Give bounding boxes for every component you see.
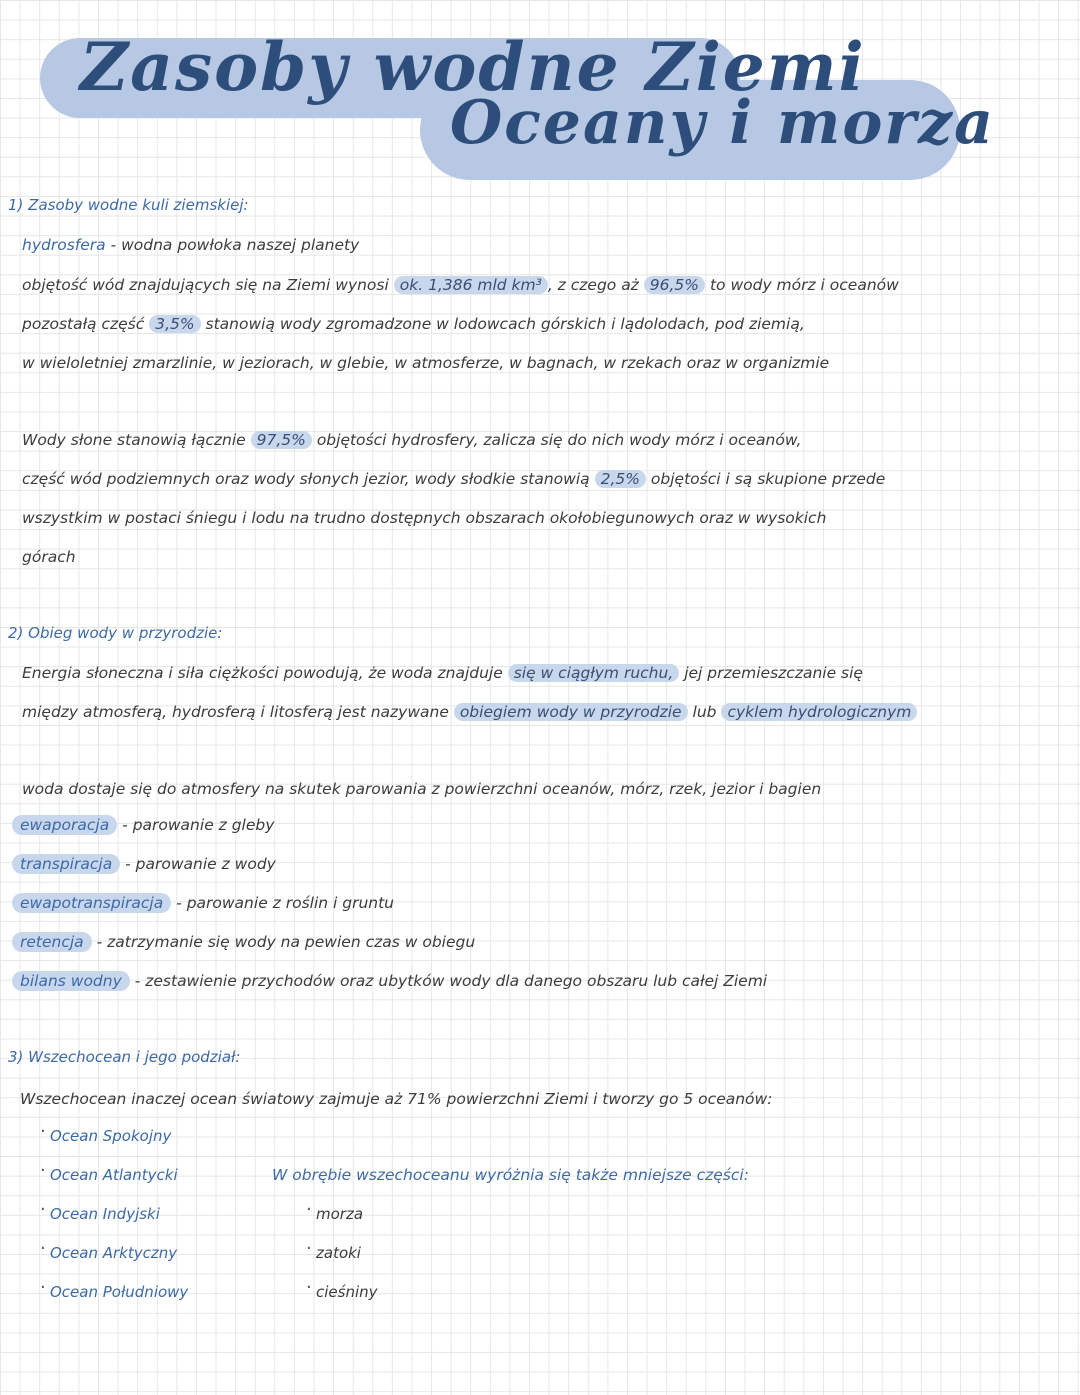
list-item-ocean: · Ocean Atlantycki: [50, 1166, 178, 1184]
section-1-heading: 1) Zasoby wodne kuli ziemskiej:: [8, 196, 249, 214]
term-transpiration: transpiracja - parowanie z wody: [12, 855, 276, 873]
hydrosphere-definition: hydrosfera - wodna powłoka naszej planety: [22, 236, 360, 254]
highlight-percent: 97,5%: [251, 431, 312, 449]
text-line: w wieloletniej zmarzlinie, w jeziorach, w glebie, w atmosferze, w bagnach, w rzekach oraz w organizmie: [22, 354, 830, 372]
list-item-ocean: · Ocean Indyjski: [50, 1205, 160, 1223]
highlight-percent: 96,5%: [644, 276, 705, 294]
list-item-part: · morza: [316, 1205, 363, 1223]
text-line: Wszechocean inaczej ocean światowy zajmuje aż 71% powierzchni Ziemi i tworzy go 5 oceanów:: [20, 1090, 773, 1108]
text-line: pozostałą część 3,5% stanowią wody zgromadzone w lodowcach górskich i lądolodach, pod ziemią,: [22, 315, 805, 333]
list-item-part: · zatoki: [316, 1244, 361, 1262]
section-3-heading: 3) Wszechocean i jego podział:: [8, 1048, 241, 1066]
highlight-volume: ok. 1,386 mld km³: [394, 276, 548, 294]
text-line: woda dostaje się do atmosfery na skutek parowania z powierzchni oceanów, mórz, rzek, jezior i bagien: [22, 780, 822, 798]
text-line: objętość wód znajdujących się na Ziemi wynosi ok. 1,386 mld km³ , z czego aż 96,5% to wody mórz i oceanów: [22, 276, 899, 294]
highlight-percent: 2,5%: [595, 470, 646, 488]
definition-term: hydrosfera: [22, 236, 106, 254]
text-line: wszystkim w postaci śniegu i lodu na trudno dostępnych obszarach okołobiegunowych oraz w wysokich: [22, 509, 827, 527]
highlight-hydrological-cycle: cyklem hydrologicznym: [721, 703, 917, 721]
page-title: Zasoby wodne Ziemi: [80, 28, 866, 106]
text-line: część wód podziemnych oraz wody słonych jezior, wody słodkie stanowią 2,5% objętości i są skupione przede: [22, 470, 886, 488]
text-line: Energia słoneczna i siła ciężkości powodują, że woda znajduje się w ciągłym ruchu, jej przemieszczanie się: [22, 664, 863, 682]
text-line: górach: [22, 548, 76, 566]
list-item-ocean: · Ocean Spokojny: [50, 1127, 171, 1145]
term-retention: retencja - zatrzymanie się wody na pewien czas w obiegu: [12, 933, 475, 951]
term-evaporation: ewaporacja - parowanie z gleby: [12, 816, 274, 834]
term-evapotranspiration: ewapotranspiracja - parowanie z roślin i gruntu: [12, 894, 394, 912]
parts-intro: W obrębie wszechoceanu wyróżnia się także mniejsze części:: [272, 1166, 749, 1184]
section-2-heading: 2) Obieg wody w przyrodzie:: [8, 624, 223, 642]
page-subtitle: Oceany i morza: [450, 88, 995, 158]
list-item-ocean: · Ocean Arktyczny: [50, 1244, 177, 1262]
list-item-part: · cieśniny: [316, 1283, 378, 1301]
term-water-balance: bilans wodny - zestawienie przychodów oraz ubytków wody dla danego obszaru lub całej Ziemi: [12, 972, 767, 990]
highlight-percent: 3,5%: [149, 315, 200, 333]
highlight-motion: się w ciągłym ruchu,: [508, 664, 680, 682]
highlight-water-cycle: obiegiem wody w przyrodzie: [454, 703, 688, 721]
text-line: między atmosferą, hydrosferą i litosferą jest nazywane obiegiem wody w przyrodzie lub cyklem hydrologicznym: [22, 701, 917, 723]
text-line: Wody słone stanowią łącznie 97,5% objętości hydrosfery, zalicza się do nich wody mórz i oceanów,: [22, 431, 802, 449]
list-item-ocean: · Ocean Południowy: [50, 1283, 188, 1301]
